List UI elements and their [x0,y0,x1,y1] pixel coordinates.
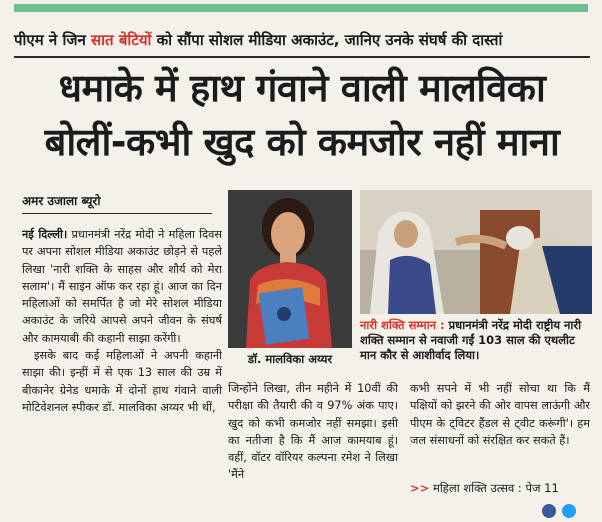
arrow-icon: >> [410,481,430,495]
malvika-photo [228,190,352,348]
headline-line-1: धमाके में हाथ गंवाने वाली मालविका [58,66,546,110]
award-photo-illustration [360,190,592,314]
dateline: नई दिल्ली। [22,228,68,241]
award-caption-text: प्रधानमंत्री नरेंद्र मोदी राष्ट्रीय नारी शक्ति सम्मान से नवाजी गईं 103 साल की एथलीट मान कौर से आशीर्वाद लिया। [360,318,582,362]
byline: अमर उजाला ब्यूरो [22,194,101,208]
kicker-text-end: को सौंपा सोशल मीडिया अकाउंट, जानिए उनके संघर्ष की दास्तां [151,31,503,49]
kicker-highlight: सात बेटियों [91,31,152,49]
page-reference [410,481,590,496]
award-photo [360,190,592,314]
malvika-photo-illustration [228,190,352,348]
twitter-icon [562,504,576,518]
headline-line-2: बोलीं-कभी खुद को कमजोर नहीं माना [44,120,560,164]
top-color-bar [14,4,588,12]
byline-rule [22,213,212,214]
social-icons [536,503,576,522]
malvika-photo-caption: डॉ. मालविका अय्यर [247,352,333,366]
article-paragraph-1 [22,226,222,347]
article-column-3: कभी सपने में भी नहीं सोचा था कि मैं पक्षियों को झरने की ओर वापस लाऊंगी और पीएम के ट्विटर हैंडल से ट्वीट करूंगी'। हम जल संसाधनों को संरक्षित कर सकते हैं। [410,382,590,447]
kicker-rule [14,56,590,58]
article-paragraph-2: इसके बाद कई महिलाओं ने अपनी कहानी साझा की। इन्हीं में से एक 13 साल की उम्र में बीकानेर ग्रेनेड धमाके में दोनों हाथ गंवाने वाली मोटिवेशनल स्पीकर डॉ. मालविका अय्यर भी थीं, [22,349,222,414]
award-photo-caption [360,318,592,363]
article-column-1 [22,226,222,506]
paragraph-1-text: प्रधानमंत्री नरेंद्र मोदी ने महिला दिवस पर अपना सोशल मीडिया अकाउंट छोड़ने से पहले लिखा 'नारी शक्ति के साहस और शौर्य को मेरा सलाम'। मैं साइन ऑफ कर रहा हूं। आज का दिन महिलाओं को समर्पित है जो मेरे सोशल मीडिया अकाउंट के जरिये आपसे अपने जीवन के संघर्ष और कामयाबी की कहानी साझा करेंगी। [22,228,222,345]
facebook-icon [542,504,556,518]
award-caption-label: नारी शक्ति सम्मान : [360,318,445,332]
article-column-2: जिन्होंने लिखा, तीन महीने में 10वीं की परीक्षा की तैयारी की व 97% अंक पाए। खुद को कभी कमजोर नहीं समझा। इसी का नतीजा है कि मैं आज कामयाब हूं। वहीं, वॉटर वॉरियर कल्पना रमेश ने लिखा 'मैंने [228,382,398,482]
kicker-text-start: पीएम ने जिन [14,31,92,49]
kicker-headline [14,30,590,50]
page-reference-text: महिला शक्ति उत्सव : पेज 11 [432,481,559,495]
